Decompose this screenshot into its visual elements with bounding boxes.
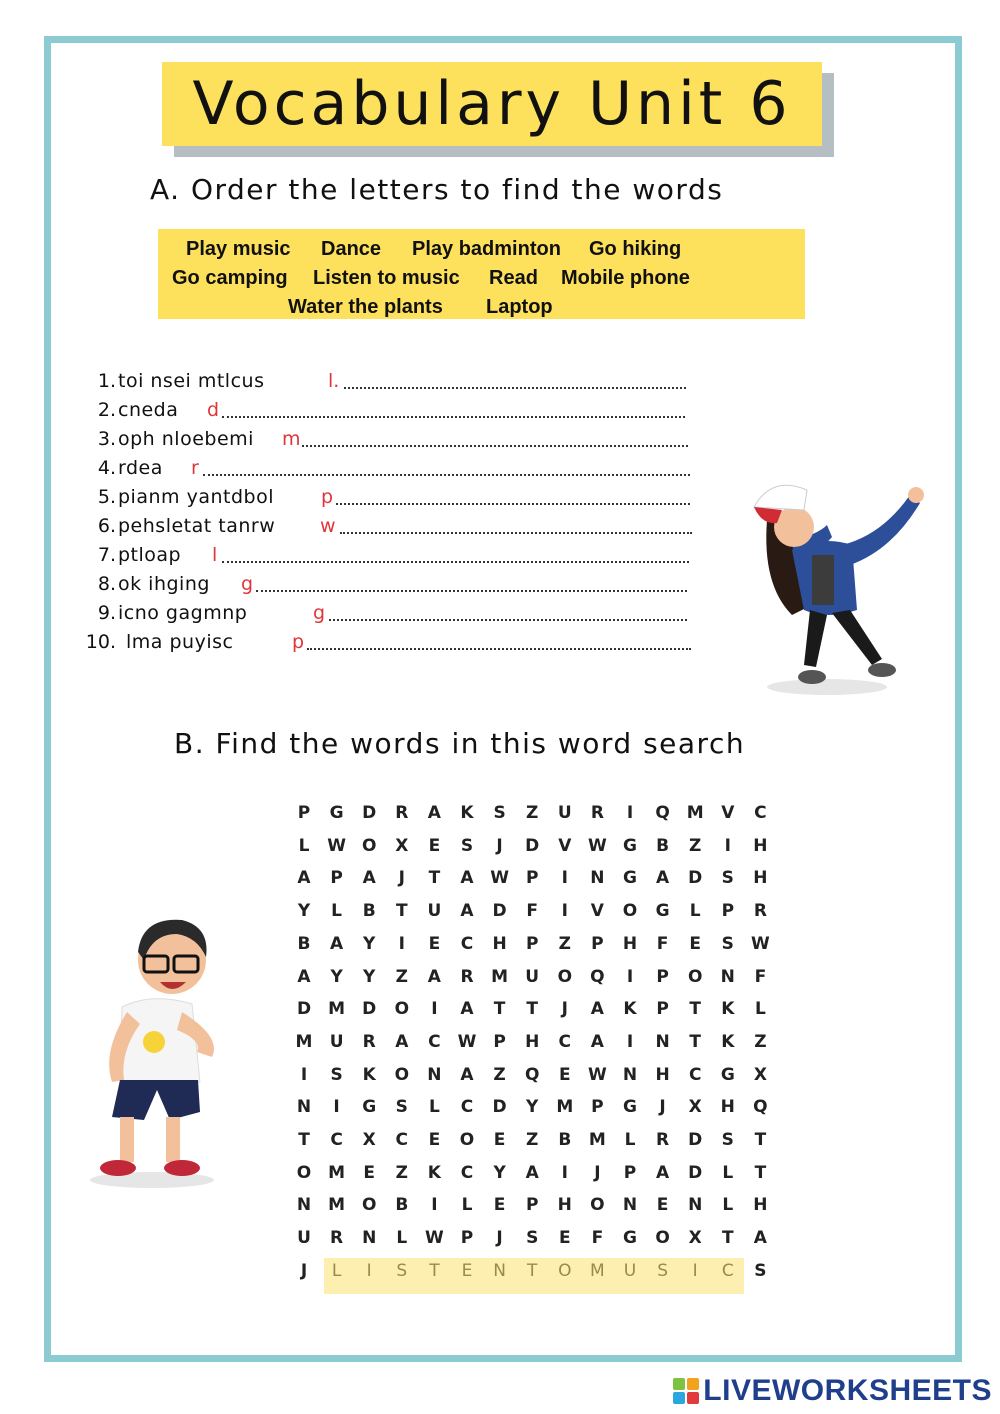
grid-letter[interactable]: P [330, 868, 343, 889]
grid-letter[interactable]: S [330, 1064, 343, 1085]
grid-letter[interactable]: S [493, 803, 506, 823]
grid-letter[interactable]: G [362, 1097, 377, 1118]
grid-letter[interactable]: A [427, 803, 441, 823]
grid-letter[interactable]: J [561, 999, 568, 1020]
scrambled-word: oph nloebemi [118, 428, 254, 450]
question-number: 8. [97, 573, 116, 595]
grid-letter[interactable]: F [754, 966, 767, 987]
grid-letter[interactable]: O [590, 1195, 605, 1216]
grid-letter[interactable]: B [297, 933, 311, 954]
grid-letter[interactable]: W [327, 835, 346, 856]
grid-letter[interactable]: Y [363, 933, 376, 954]
answer-hint: p [292, 631, 305, 653]
grid-letter[interactable]: J [398, 868, 405, 889]
grid-letter[interactable]: T [428, 868, 441, 889]
grid-letter[interactable]: M [491, 966, 509, 987]
question-number: 3. [97, 428, 116, 450]
grid-letter[interactable]: W [490, 868, 509, 889]
answer-blank[interactable] [340, 532, 692, 534]
word-bank-item: Dance [321, 238, 382, 260]
grid-letter[interactable]: K [623, 999, 637, 1020]
grid-letter[interactable]: W [588, 835, 607, 856]
grid-letter[interactable]: P [525, 1195, 539, 1216]
grid-letter[interactable]: T [689, 999, 701, 1020]
grid-letter[interactable]: N [296, 1097, 312, 1118]
grid-letter[interactable]: S [526, 1228, 539, 1249]
grid-letter[interactable]: T [526, 999, 538, 1020]
grid-letter[interactable]: P [525, 933, 539, 954]
grid-letter[interactable]: Y [363, 966, 376, 987]
grid-letter[interactable]: O [361, 835, 377, 856]
question-number: 6. [97, 515, 116, 537]
word-bank-item: Water the plants [288, 296, 443, 318]
grid-letter[interactable]: D [296, 999, 312, 1020]
grid-letter[interactable]: M [588, 1130, 606, 1150]
grid-letter[interactable]: C [428, 1031, 441, 1052]
grid-letter[interactable]: D [525, 835, 540, 856]
grid-letter[interactable]: E [428, 1130, 441, 1150]
grid-letter[interactable]: L [298, 835, 310, 856]
grid-letter[interactable]: C [688, 1064, 702, 1085]
scrambled-word: rdea [118, 457, 163, 479]
grid-letter[interactable]: Q [590, 966, 605, 987]
grid-letter[interactable]: R [753, 901, 767, 922]
grid-letter[interactable]: P [297, 803, 311, 823]
word-bank-item: Go hiking [589, 238, 682, 260]
grid-letter[interactable]: R [362, 1031, 376, 1052]
grid-letter[interactable]: U [623, 1260, 637, 1281]
answer-hint: d [207, 399, 220, 421]
grid-letter[interactable]: I [561, 868, 568, 889]
grid-letter[interactable]: K [721, 1031, 735, 1052]
grid-letter[interactable]: B [558, 1130, 572, 1150]
grid-letter[interactable]: H [720, 1097, 735, 1118]
grid-letter[interactable]: I [724, 835, 731, 856]
dancing-boy-avatar [82, 912, 242, 1192]
grid-letter[interactable]: T [754, 1130, 767, 1150]
grid-letter[interactable]: S [657, 1260, 668, 1281]
grid-letter[interactable]: H [753, 1195, 768, 1216]
answer-blank[interactable] [329, 619, 687, 621]
grid-letter[interactable]: Q [524, 1064, 540, 1085]
grid-letter[interactable]: U [297, 1228, 311, 1249]
grid-letter[interactable]: S [721, 933, 734, 954]
grid-letter[interactable]: I [561, 1162, 568, 1183]
grid-letter[interactable]: Y [330, 966, 343, 987]
question-number: 4. [97, 457, 116, 479]
grid-letter[interactable]: O [394, 999, 410, 1020]
grid-letter[interactable]: A [460, 1064, 474, 1085]
grid-letter[interactable]: A [427, 966, 441, 987]
grid-letter[interactable]: E [689, 933, 701, 954]
grid-letter[interactable]: H [753, 868, 768, 889]
title-banner [162, 62, 822, 146]
grid-letter[interactable]: J [659, 1097, 666, 1118]
grid-letter[interactable]: A [753, 1228, 767, 1249]
grid-letter[interactable]: R [656, 1130, 670, 1150]
grid-letter[interactable]: A [460, 901, 474, 922]
grid-letter[interactable]: L [624, 1130, 636, 1150]
grid-letter[interactable]: L [396, 1228, 408, 1249]
grid-letter[interactable]: N [362, 1228, 377, 1249]
grid-letter[interactable]: O [296, 1162, 312, 1183]
grid-letter[interactable]: F [526, 901, 538, 922]
grid-letter[interactable]: T [689, 1031, 701, 1052]
grid-letter[interactable]: M [328, 1162, 346, 1183]
grid-letter[interactable]: H [622, 933, 638, 954]
answer-blank[interactable] [256, 590, 687, 592]
grid-letter[interactable]: D [362, 803, 377, 823]
answer-hint: g [313, 602, 326, 624]
grid-letter[interactable]: G [329, 803, 344, 823]
grid-letter[interactable]: O [361, 1195, 377, 1216]
grid-letter[interactable]: N [622, 1064, 638, 1085]
grid-letter[interactable]: N [493, 1260, 506, 1281]
question-number: 1. [97, 370, 116, 392]
grid-letter[interactable]: H [492, 933, 507, 954]
grid-letter[interactable]: H [753, 835, 768, 856]
grid-letter[interactable]: D [362, 999, 377, 1020]
grid-letter[interactable]: E [493, 1195, 506, 1216]
grid-letter[interactable]: Q [655, 803, 670, 823]
grid-letter[interactable]: Q [753, 1097, 768, 1118]
answer-blank[interactable] [222, 561, 689, 563]
grid-letter[interactable]: X [395, 835, 409, 856]
scrambled-word: ok ihging [118, 573, 210, 595]
grid-letter[interactable]: G [623, 835, 637, 856]
grid-letter[interactable]: N [590, 868, 605, 889]
grid-letter[interactable]: I [561, 901, 568, 922]
grid-letter[interactable]: R [460, 966, 474, 987]
grid-letter[interactable]: D [492, 901, 507, 922]
grid-letter[interactable]: U [557, 803, 572, 823]
answer-hint: l. [328, 370, 340, 392]
grid-letter[interactable]: O [622, 901, 638, 922]
grid-letter[interactable]: N [296, 1195, 312, 1216]
grid-letter[interactable]: B [656, 835, 670, 856]
grid-letter[interactable]: A [460, 868, 474, 889]
answer-blank[interactable] [203, 474, 690, 476]
grid-letter[interactable]: I [431, 999, 438, 1020]
grid-letter[interactable]: Z [754, 1031, 767, 1052]
grid-letter[interactable]: E [558, 1064, 571, 1085]
grid-letter[interactable]: N [655, 1031, 670, 1052]
grid-letter[interactable]: A [297, 966, 311, 987]
liveworksheets-logo-icon [673, 1378, 699, 1404]
grid-letter[interactable]: N [688, 1195, 703, 1216]
word-bank-item: Go camping [172, 267, 288, 289]
grid-letter[interactable]: M [328, 999, 346, 1020]
grid-letter[interactable]: N [427, 1064, 442, 1085]
grid-letter[interactable]: I [626, 966, 634, 987]
grid-letter[interactable]: Z [395, 966, 408, 987]
grid-letter[interactable]: V [558, 835, 572, 856]
grid-letter[interactable]: C [330, 1130, 343, 1150]
grid-letter[interactable]: C [395, 1130, 409, 1150]
grid-letter[interactable]: N [622, 1195, 638, 1216]
grid-letter[interactable]: M [686, 803, 704, 823]
grid-letter[interactable]: T [721, 1228, 734, 1249]
grid-letter[interactable]: A [656, 868, 670, 889]
grid-letter[interactable]: I [398, 933, 405, 954]
grid-letter[interactable]: O [655, 1228, 670, 1249]
grid-letter[interactable]: E [656, 1195, 669, 1216]
grid-letter[interactable]: H [557, 1195, 572, 1216]
grid-letter[interactable]: U [427, 901, 442, 922]
answer-blank[interactable] [336, 503, 690, 505]
answer-hint: l [212, 544, 218, 566]
answer-hint: g [241, 573, 254, 595]
grid-letter[interactable]: E [428, 835, 441, 856]
grid-letter[interactable]: L [331, 901, 343, 922]
grid-letter[interactable]: T [298, 1130, 310, 1150]
grid-letter[interactable]: J [300, 1260, 308, 1281]
grid-letter[interactable]: D [688, 868, 703, 889]
grid-letter[interactable]: C [721, 1260, 734, 1281]
grid-letter[interactable]: I [333, 1097, 340, 1118]
grid-letter[interactable]: I [431, 1195, 438, 1216]
scrambled-word: icno gagmnp [118, 602, 248, 624]
grid-letter[interactable]: H [525, 1031, 540, 1052]
grid-letter[interactable]: P [656, 966, 669, 987]
grid-letter[interactable]: O [558, 1260, 572, 1281]
grid-letter[interactable]: E [428, 933, 441, 954]
answer-hint: p [321, 486, 334, 508]
grid-letter[interactable]: W [751, 933, 770, 954]
grid-letter[interactable]: G [623, 1097, 637, 1118]
answer-blank[interactable] [344, 387, 686, 389]
grid-letter[interactable]: T [429, 1260, 440, 1281]
dabbing-girl-avatar [732, 465, 932, 700]
grid-letter[interactable]: L [689, 901, 701, 922]
scrambled-word: cneda [118, 399, 179, 421]
answer-blank[interactable] [302, 445, 688, 447]
grid-letter[interactable]: D [688, 1130, 703, 1150]
grid-letter[interactable]: F [591, 1228, 604, 1249]
grid-letter[interactable]: F [656, 933, 669, 954]
grid-letter[interactable]: E [558, 1228, 571, 1249]
grid-letter[interactable]: L [754, 999, 766, 1020]
grid-letter[interactable]: Z [395, 1162, 408, 1183]
grid-letter[interactable]: K [721, 999, 735, 1020]
word-bank-item: Play music [186, 238, 291, 260]
word-bank-item: Mobile phone [561, 267, 690, 289]
grid-letter[interactable]: B [362, 901, 376, 922]
grid-letter[interactable]: P [493, 1031, 506, 1052]
grid-letter[interactable]: S [460, 835, 474, 856]
grid-letter[interactable]: J [496, 835, 503, 856]
grid-letter[interactable]: T [493, 999, 506, 1020]
grid-letter[interactable]: U [329, 1031, 344, 1052]
grid-letter[interactable]: J [496, 1228, 503, 1249]
question-number: 5. [97, 486, 116, 508]
grid-letter[interactable]: G [623, 868, 637, 889]
grid-letter[interactable]: C [460, 1162, 474, 1183]
grid-letter[interactable]: R [395, 803, 409, 823]
grid-letter[interactable]: Z [493, 1064, 506, 1085]
word-bank-item: Read [489, 267, 538, 289]
grid-letter[interactable]: D [688, 1162, 703, 1183]
grid-letter[interactable]: X [362, 1130, 376, 1150]
grid-letter[interactable]: A [297, 868, 311, 889]
grid-letter[interactable]: W [588, 1064, 607, 1085]
grid-letter[interactable]: I [300, 1064, 308, 1085]
grid-letter[interactable]: O [687, 966, 703, 987]
grid-letter[interactable]: M [590, 1260, 605, 1281]
grid-letter[interactable]: P [656, 999, 669, 1020]
grid-letter[interactable]: A [395, 1031, 409, 1052]
grid-letter[interactable]: W [425, 1228, 444, 1249]
grid-letter[interactable]: T [395, 901, 408, 922]
grid-letter[interactable]: T [754, 1162, 767, 1183]
question-number: 10. [85, 631, 116, 653]
grid-letter[interactable]: Y [297, 901, 311, 922]
grid-letter[interactable]: S [396, 1260, 408, 1281]
grid-letter[interactable]: U [525, 966, 540, 987]
grid-letter[interactable]: D [492, 1097, 507, 1118]
scrambled-word: toi nsei mtlcus [118, 370, 265, 392]
grid-letter[interactable]: A [590, 999, 604, 1020]
grid-letter[interactable]: X [688, 1228, 702, 1249]
grid-letter[interactable]: Y [493, 1162, 506, 1183]
grid-letter[interactable]: Z [689, 835, 702, 856]
grid-letter[interactable]: P [591, 1097, 604, 1118]
grid-letter[interactable]: G [623, 1228, 637, 1249]
scrambled-word: ptloap [118, 544, 182, 566]
section-a-heading: A. Order the letters to find the words [150, 173, 724, 206]
scrambled-word: lma puyisc [126, 631, 234, 653]
liveworksheets-logo [673, 1374, 992, 1408]
grid-letter[interactable]: K [427, 1162, 441, 1183]
grid-letter[interactable]: X [688, 1097, 702, 1118]
word-bank-item: Laptop [486, 296, 553, 318]
word-bank-item: Play badminton [412, 238, 561, 260]
grid-letter[interactable]: J [594, 1162, 601, 1183]
grid-letter[interactable]: G [655, 901, 670, 922]
grid-letter[interactable]: I [692, 1260, 698, 1281]
answer-blank[interactable] [222, 416, 685, 418]
grid-letter[interactable]: I [626, 803, 634, 823]
grid-letter[interactable]: A [590, 1031, 604, 1052]
grid-letter[interactable]: N [720, 966, 735, 987]
grid-letter[interactable]: P [460, 1228, 474, 1249]
grid-letter[interactable]: W [457, 1031, 477, 1052]
section-b-heading: B. Find the words in this word search [174, 727, 746, 760]
grid-letter[interactable]: P [623, 1162, 637, 1183]
grid-letter[interactable]: L [461, 1195, 473, 1216]
scrambled-word: pehsletat tanrw [118, 515, 276, 537]
grid-letter[interactable]: C [460, 1097, 474, 1118]
answer-hint: r [191, 457, 199, 479]
grid-letter[interactable]: L [428, 1097, 440, 1118]
answer-blank[interactable] [307, 648, 691, 650]
grid-letter[interactable]: K [362, 1064, 376, 1085]
grid-letter[interactable]: C [754, 803, 767, 823]
grid-letter[interactable]: H [655, 1064, 670, 1085]
grid-letter[interactable]: P [591, 933, 604, 954]
grid-letter[interactable]: S [395, 1097, 408, 1118]
grid-letter[interactable]: L [722, 1162, 734, 1183]
grid-letter[interactable]: I [626, 1031, 634, 1052]
grid-letter[interactable]: S [721, 1130, 734, 1150]
grid-letter[interactable]: A [362, 868, 376, 889]
grid-letter[interactable]: O [394, 1064, 410, 1085]
grid-letter[interactable]: L [331, 1260, 342, 1281]
grid-letter[interactable]: A [525, 1162, 539, 1183]
grid-letter[interactable]: B [395, 1195, 409, 1216]
grid-letter[interactable]: O [459, 1130, 475, 1150]
question-number: 9. [97, 602, 116, 624]
grid-letter[interactable]: M [295, 1031, 313, 1052]
grid-letter[interactable]: E [493, 1130, 506, 1150]
logo-text: LIVEWORKSHEETS [703, 1374, 992, 1407]
grid-letter[interactable]: Z [526, 1130, 539, 1150]
grid-letter[interactable]: Z [526, 803, 539, 823]
grid-letter[interactable]: M [328, 1195, 346, 1216]
question-number: 7. [97, 544, 116, 566]
grid-letter[interactable]: G [720, 1064, 735, 1085]
answer-hint: w [320, 515, 336, 537]
grid-letter[interactable]: I [366, 1260, 372, 1281]
grid-letter[interactable]: R [330, 1228, 344, 1249]
grid-letter[interactable]: O [557, 966, 573, 987]
grid-letter[interactable]: Y [526, 1097, 539, 1118]
grid-letter[interactable]: T [526, 1260, 538, 1281]
word-bank [158, 229, 805, 319]
scrambled-word: pianm yantdbol [118, 486, 274, 508]
grid-letter[interactable]: L [722, 1195, 734, 1216]
grid-letter[interactable]: S [721, 868, 734, 889]
grid-letter[interactable]: S [754, 1260, 767, 1281]
answer-hint: m [282, 428, 301, 450]
grid-letter[interactable]: E [461, 1260, 473, 1281]
grid-letter[interactable]: P [525, 868, 539, 889]
grid-letter[interactable]: A [460, 999, 474, 1020]
grid-letter[interactable]: X [753, 1064, 767, 1085]
grid-letter[interactable]: C [460, 933, 474, 954]
grid-letter[interactable]: R [590, 803, 604, 823]
word-bank-item: Listen to music [313, 267, 460, 289]
grid-letter[interactable]: Z [558, 933, 571, 954]
question-number: 2. [97, 399, 116, 421]
grid-letter[interactable]: P [721, 901, 735, 922]
grid-letter[interactable]: A [656, 1162, 670, 1183]
grid-letter[interactable]: A [330, 933, 344, 954]
grid-letter[interactable]: E [363, 1162, 375, 1183]
grid-letter[interactable]: V [590, 901, 604, 922]
grid-letter[interactable]: K [460, 803, 474, 823]
grid-letter[interactable]: M [556, 1097, 574, 1118]
grid-letter[interactable]: C [558, 1031, 572, 1052]
grid-letter[interactable]: V [721, 803, 735, 823]
page-title: Vocabulary Unit 6 [192, 69, 792, 139]
